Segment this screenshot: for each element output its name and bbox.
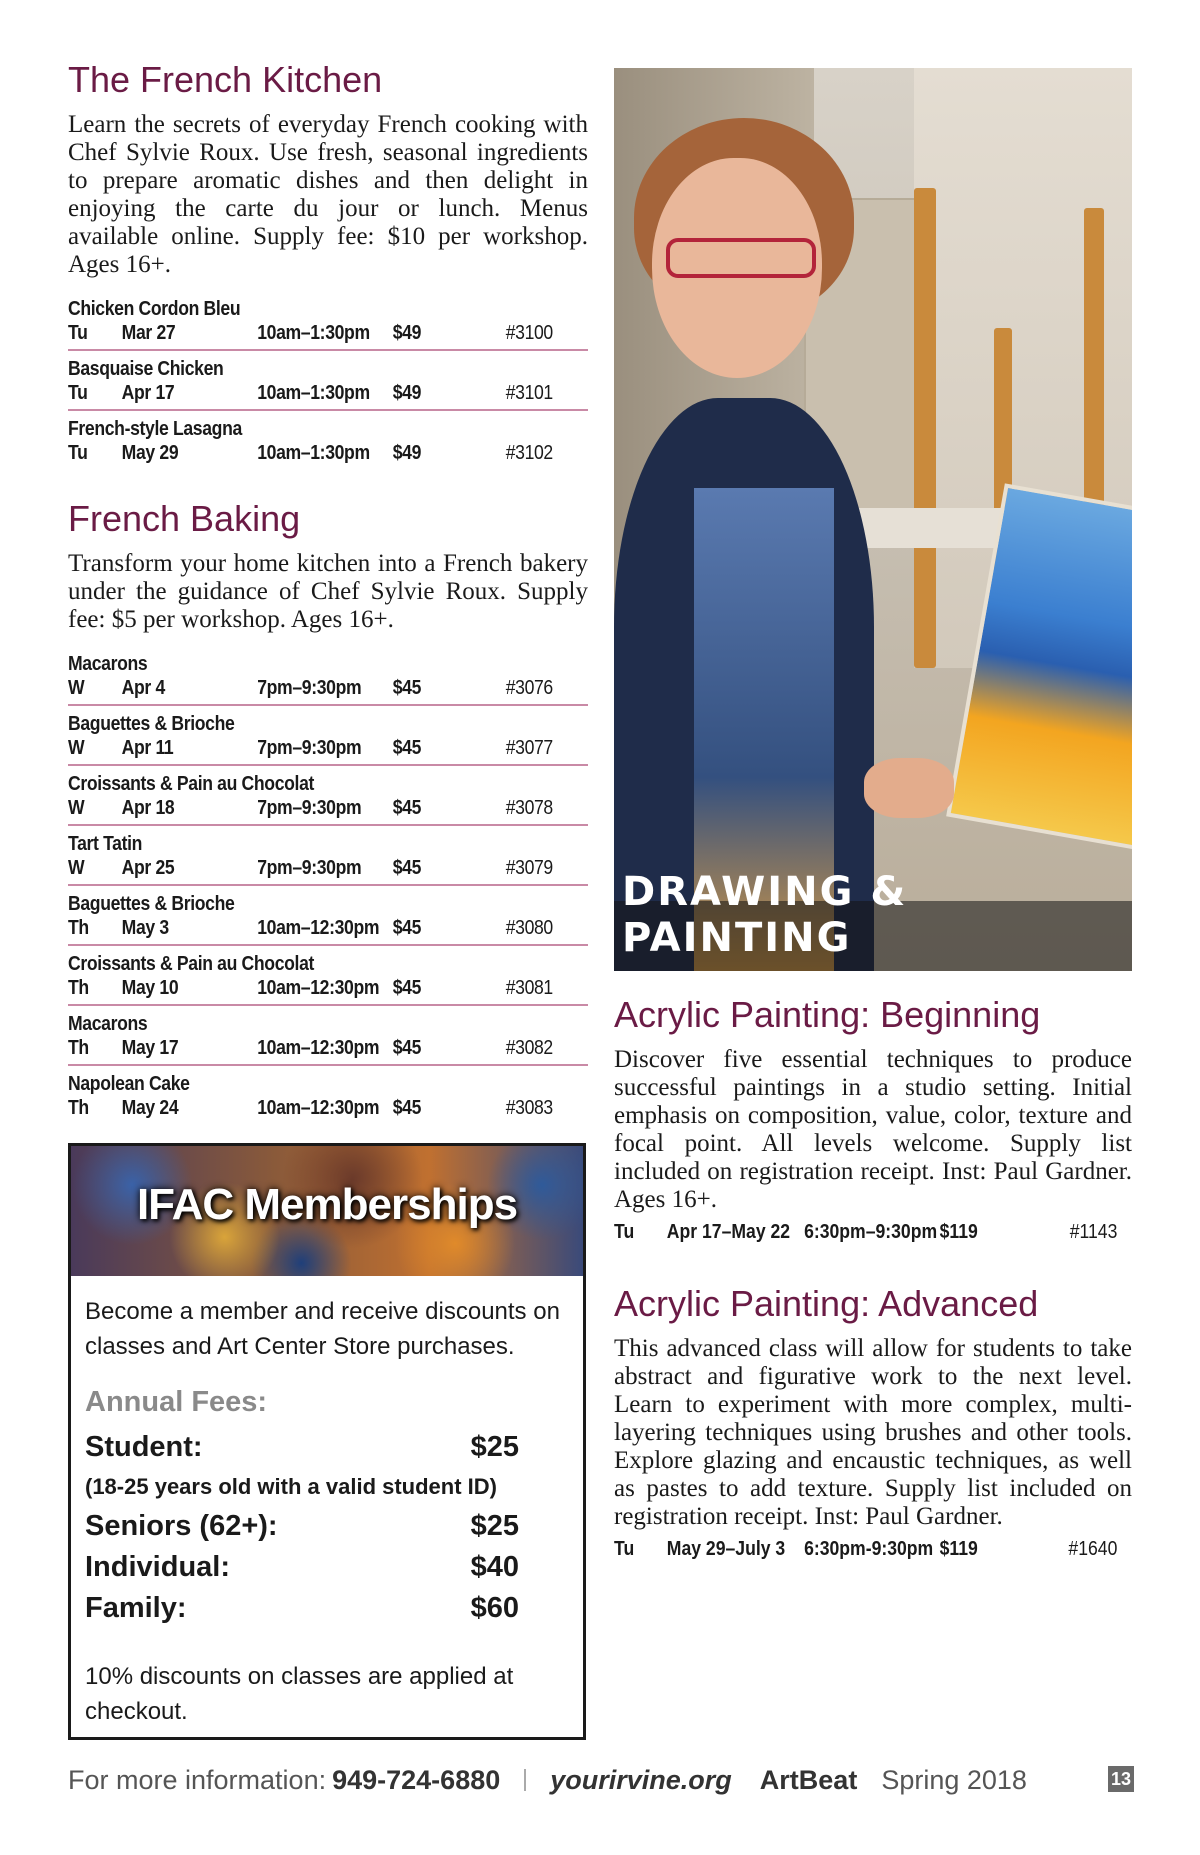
photo-caption: DRAWING & PAINTING bbox=[622, 869, 908, 961]
footer-info-label: For more information: bbox=[68, 1764, 327, 1795]
session-item bbox=[68, 413, 588, 469]
acrylic-advanced-section bbox=[614, 1282, 1132, 1561]
section-title: French Baking bbox=[68, 498, 301, 540]
membership-banner-image bbox=[71, 1146, 583, 1276]
session-name: Chicken Cordon Bleu bbox=[68, 298, 241, 321]
session-item bbox=[68, 708, 588, 766]
fee-amount: $60 bbox=[470, 1592, 519, 1624]
session-name: Macarons bbox=[68, 1013, 148, 1036]
session-item bbox=[68, 648, 588, 706]
session-details bbox=[68, 796, 585, 820]
session-day: Th bbox=[68, 1037, 89, 1060]
session-time: 10am–12:30pm bbox=[257, 977, 380, 1000]
session-date: May 29 bbox=[121, 442, 179, 465]
session-time: 10am–12:30pm bbox=[257, 1097, 380, 1120]
fee-amount: $25 bbox=[470, 1510, 519, 1542]
session-time: 10am–1:30pm bbox=[257, 382, 370, 405]
course-number: #3079 bbox=[505, 857, 553, 880]
session-fee: $49 bbox=[392, 382, 422, 405]
course-number: #3102 bbox=[505, 442, 553, 465]
session-details bbox=[68, 1096, 585, 1120]
section-description: Transform your home kitchen into a French bakery under the guidance of Chef Sylvie Roux. Supply fee: $5 per workshop. Ages 16+. bbox=[68, 550, 588, 634]
membership-footnote: 10% discounts on classes are applied at checkout. bbox=[85, 1663, 514, 1725]
session-name: Croissants & Pain au Chocolat bbox=[68, 953, 315, 976]
fee-label: Family: bbox=[85, 1592, 187, 1624]
session-item bbox=[68, 888, 588, 946]
session-list bbox=[68, 648, 588, 1124]
session-fee: $45 bbox=[392, 797, 422, 820]
fee-row-individual bbox=[85, 1547, 569, 1588]
painting-class-photo bbox=[614, 68, 1132, 971]
session-details bbox=[68, 381, 585, 405]
membership-intro: Become a member and receive discounts on classes and Art Center Store purchases. bbox=[85, 1298, 560, 1360]
right-column bbox=[614, 68, 1132, 1561]
fee-amount: $40 bbox=[470, 1551, 519, 1583]
acrylic-beginning-section bbox=[614, 993, 1132, 1244]
session-name: Baguettes & Brioche bbox=[68, 893, 235, 916]
session-name: Macarons bbox=[68, 653, 148, 676]
session-day: Th bbox=[68, 917, 89, 940]
session-time: 10am–12:30pm bbox=[257, 1037, 380, 1060]
course-number: #3076 bbox=[505, 677, 553, 700]
session-day: Th bbox=[68, 977, 89, 1000]
session-time: 6:30pm-9:30pm bbox=[804, 1538, 934, 1561]
session-item bbox=[68, 353, 588, 411]
session-name: French-style Lasagna bbox=[68, 418, 242, 441]
fee-amount: $25 bbox=[470, 1431, 519, 1463]
session-fee: $45 bbox=[392, 1037, 422, 1060]
session-day: Tu bbox=[68, 382, 88, 405]
section-description: Learn the secrets of everyday French cooking with Chef Sylvie Roux. Use fresh, seasonal ingredients to prepare aromatic dishes and then delight in enjoying the carte du jour or lunch. Menus available online. Supply fee: $10 per workshop. Ages 16+. bbox=[68, 111, 588, 279]
session-time: 10am–12:30pm bbox=[257, 917, 380, 940]
course-number: #3083 bbox=[505, 1097, 553, 1120]
session-fee: $45 bbox=[392, 977, 422, 1000]
session-name: Tart Tatin bbox=[68, 833, 143, 856]
section-title: Acrylic Painting: Beginning bbox=[614, 994, 1041, 1035]
session-date: Apr 17 bbox=[121, 382, 175, 405]
session-time: 7pm–9:30pm bbox=[257, 797, 362, 820]
session-name: Baguettes & Brioche bbox=[68, 713, 235, 736]
section-title: The French Kitchen bbox=[68, 59, 383, 100]
french-kitchen-section bbox=[68, 58, 588, 469]
session-day: Tu bbox=[614, 1538, 635, 1561]
fee-label: Student: bbox=[85, 1431, 203, 1463]
course-number: #1640 bbox=[1068, 1538, 1118, 1561]
page-number: 13 bbox=[1108, 1766, 1134, 1792]
session-day: W bbox=[68, 737, 85, 760]
session-details bbox=[68, 1036, 585, 1060]
section-title: Acrylic Painting: Advanced bbox=[614, 1283, 1039, 1325]
painter-hand bbox=[864, 758, 954, 818]
fee-row-family bbox=[85, 1588, 569, 1629]
left-column bbox=[68, 58, 588, 1126]
footer-season: Spring 2018 bbox=[881, 1764, 1027, 1795]
session-details bbox=[68, 916, 585, 940]
session-date: May 10 bbox=[121, 977, 179, 1000]
annual-fees-label: Annual Fees: bbox=[85, 1386, 268, 1418]
course-number: #3100 bbox=[505, 322, 553, 345]
session-name: Croissants & Pain au Chocolat bbox=[68, 773, 315, 796]
session-details bbox=[614, 1220, 1129, 1244]
session-item bbox=[68, 1068, 588, 1124]
session-item bbox=[68, 293, 588, 351]
french-baking-section bbox=[68, 497, 588, 1124]
student-fee-note: (18-25 years old with a valid student ID) bbox=[85, 1474, 497, 1499]
page-footer bbox=[68, 1762, 1134, 1798]
session-time: 10am–1:30pm bbox=[257, 442, 370, 465]
session-date: Apr 25 bbox=[121, 857, 175, 880]
membership-title: IFAC Memberships bbox=[136, 1180, 518, 1229]
fee-label: Individual: bbox=[85, 1551, 230, 1583]
course-number: #3081 bbox=[505, 977, 553, 1000]
easel bbox=[914, 188, 936, 668]
session-list bbox=[68, 293, 588, 469]
course-number: #3080 bbox=[505, 917, 553, 940]
session-date: May 24 bbox=[121, 1097, 179, 1120]
session-time: 7pm–9:30pm bbox=[257, 857, 362, 880]
section-description: This advanced class will allow for students to take abstract and figurative work to the next level. Learn to experiment with more complex, multi-layering techniques using brushes and other tools. Explore glazing and encaustic techniques, as well as pastes to add texture. Supply list included on registration receipt. Inst: Paul Gardner. bbox=[614, 1335, 1132, 1531]
session-time: 10am–1:30pm bbox=[257, 322, 370, 345]
course-number: #3101 bbox=[505, 382, 553, 405]
session-day: Tu bbox=[614, 1221, 635, 1244]
session-date: Apr 11 bbox=[121, 737, 174, 760]
session-fee: $45 bbox=[392, 737, 422, 760]
fee-label: Seniors (62+): bbox=[85, 1510, 278, 1542]
session-fee: $49 bbox=[392, 322, 422, 345]
session-item bbox=[68, 768, 588, 826]
session-details bbox=[68, 736, 585, 760]
footer-phone: 949-724-6880 bbox=[332, 1764, 501, 1795]
fee-row-student bbox=[85, 1427, 569, 1468]
session-date: Apr 4 bbox=[121, 677, 165, 700]
session-time: 7pm–9:30pm bbox=[257, 677, 362, 700]
painter-glasses bbox=[666, 238, 816, 278]
session-time: 6:30pm–9:30pm bbox=[804, 1221, 938, 1244]
session-fee: $45 bbox=[392, 677, 422, 700]
session-day: Tu bbox=[68, 322, 88, 345]
session-date: Apr 17–May 22 bbox=[666, 1221, 791, 1244]
session-details bbox=[68, 856, 585, 880]
session-details bbox=[68, 321, 585, 345]
session-item bbox=[68, 948, 588, 1006]
course-number: #3082 bbox=[505, 1037, 553, 1060]
session-fee: $45 bbox=[392, 857, 422, 880]
session-time: 7pm–9:30pm bbox=[257, 737, 362, 760]
footer-divider bbox=[524, 1769, 526, 1791]
footer-website-link[interactable]: yourirvine.org bbox=[550, 1764, 732, 1795]
course-number: #1143 bbox=[1069, 1221, 1118, 1244]
session-date: Apr 18 bbox=[121, 797, 175, 820]
course-number: #3077 bbox=[505, 737, 553, 760]
session-details bbox=[68, 676, 585, 700]
session-fee: $119 bbox=[939, 1221, 978, 1244]
session-day: Tu bbox=[68, 442, 88, 465]
session-name: Napolean Cake bbox=[68, 1073, 190, 1096]
session-details bbox=[614, 1537, 1129, 1561]
course-number: #3078 bbox=[505, 797, 553, 820]
membership-box bbox=[68, 1143, 586, 1740]
session-day: W bbox=[68, 797, 85, 820]
session-item bbox=[68, 828, 588, 886]
session-day: W bbox=[68, 857, 85, 880]
session-item bbox=[68, 1008, 588, 1066]
session-day: W bbox=[68, 677, 85, 700]
session-fee: $119 bbox=[939, 1538, 978, 1561]
membership-body bbox=[71, 1276, 583, 1729]
section-description: Discover five essential techniques to produce successful paintings in a studio setting. Initial emphasis on composition, value, color, texture and focal point. All levels welcome. Supply list included on registration receipt. Inst: Paul Gardner. Ages 16+. bbox=[614, 1046, 1132, 1214]
fee-row-seniors bbox=[85, 1506, 569, 1547]
session-details bbox=[68, 976, 585, 1000]
session-name: Basquaise Chicken bbox=[68, 358, 224, 381]
session-details bbox=[68, 441, 585, 465]
session-fee: $49 bbox=[392, 442, 422, 465]
session-fee: $45 bbox=[392, 1097, 422, 1120]
footer-magazine-name: ArtBeat bbox=[759, 1764, 858, 1795]
session-date: Mar 27 bbox=[121, 322, 176, 345]
session-day: Th bbox=[68, 1097, 89, 1120]
session-date: May 17 bbox=[121, 1037, 179, 1060]
session-date: May 29–July 3 bbox=[666, 1538, 786, 1561]
session-date: May 3 bbox=[121, 917, 169, 940]
session-fee: $45 bbox=[392, 917, 422, 940]
